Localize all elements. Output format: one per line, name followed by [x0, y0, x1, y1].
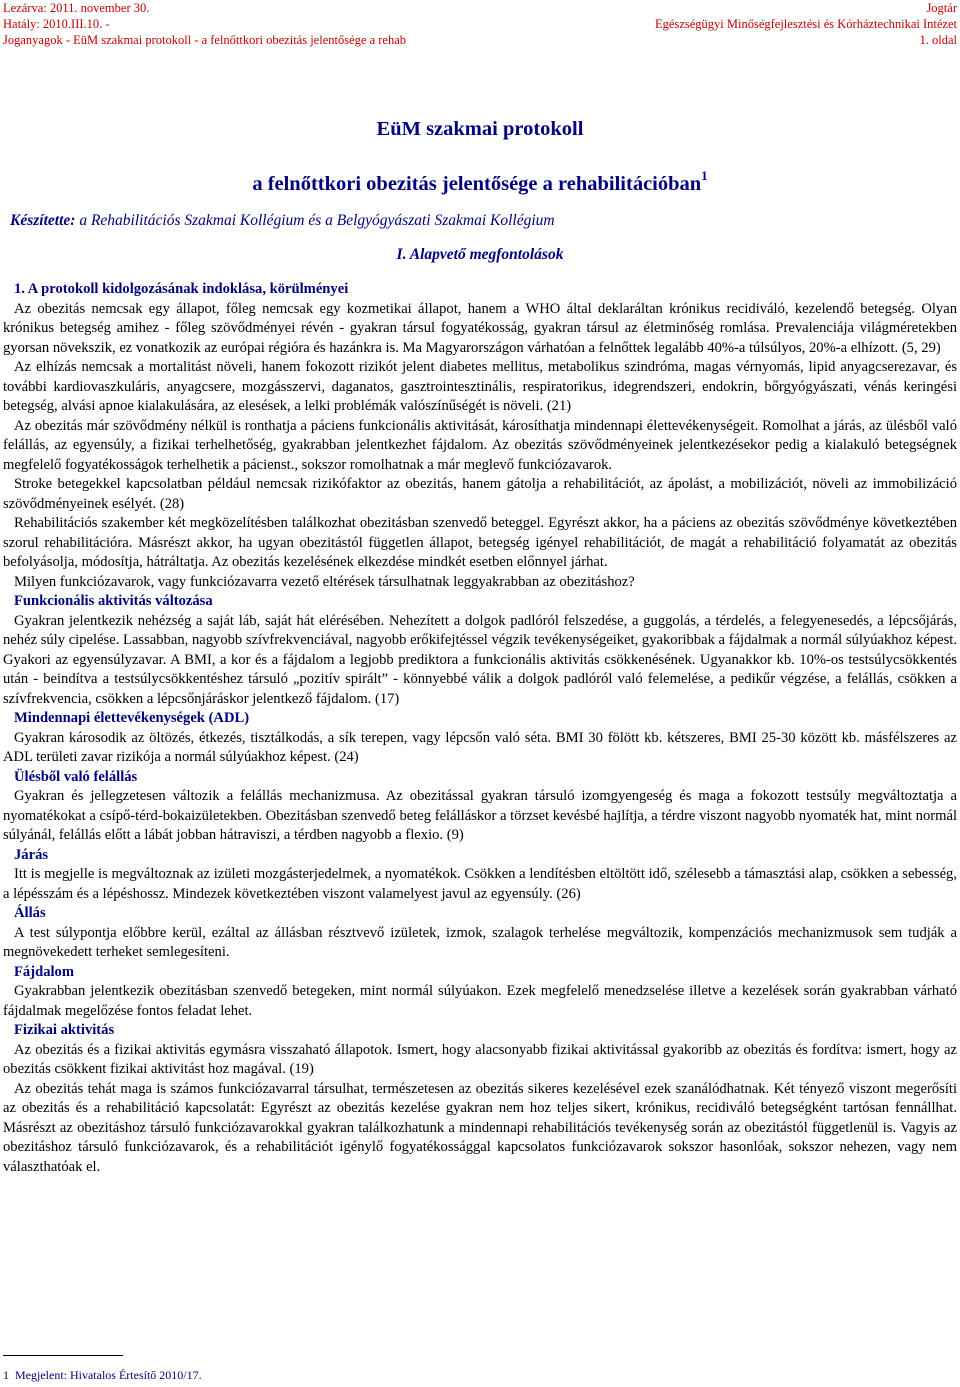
- subtitle-text: a felnőttkori obezitás jelentősége a rehabilitációban: [252, 172, 702, 195]
- authors-line: [10, 212, 555, 230]
- heading-adl: Mindennapi élettevékenységek (ADL): [14, 710, 250, 726]
- paragraph: Stroke betegekkel kapcsolatban például nemcsak rizikófaktor az obezitás, hanem gátolja a rehabilitációt, az ápolást, a mobilizációt, növeli az immobilizáció szövődményeinek esélyét. (28): [3, 476, 957, 512]
- paragraph: Itt is megjelle is megváltoznak az izületi mozgásterjedelmek, a nyomatékok. Csökken a lendítésben eltöltött idő, szélesebb a támasztási alap, csökken a sebesség, a lépésszám és a lépéshossz. Mindezek következtében viszont valamelyest javul az egyensúly. (26): [3, 866, 957, 902]
- paragraph: Az obezitás már szövődmény nélkül is ronthatja a páciens funkcionális aktivitását, károsíthatja mindennapi élettevékenységeit. Romolhat a járás, az ülésből való felállás, az egyensúly, a fizikai terhelhetőség, gyakrabban jelentkezhet fájdalom. Az obezitás szövődményeinek jelentkezésekor pedig a kialakuló betegségnek megfelelő fogyatékosságok terhelhetik a pácienst., sokszor romolhatnak a már meglevő funkciózavarok.: [3, 417, 957, 473]
- authors-label: Készítette:: [10, 212, 76, 229]
- document-path: Joganyagok - EüM szakmai protokoll - a felnőttkori obezitás jelentősége a rehab: [3, 33, 406, 47]
- effective-date: Hatály: 2010.III.10. -: [3, 17, 110, 31]
- heading-functional-activity: Funkcionális aktivitás változása: [14, 593, 213, 609]
- page-number: 1. oldal: [919, 33, 957, 47]
- heading-walking: Járás: [14, 846, 49, 863]
- footnote-text: Megjelent: Hivatalos Értesítő 2010/17.: [15, 1368, 202, 1382]
- paragraph: Az obezitás tehát maga is számos funkciózavarral társulhat, természetesen az obezitás sikeres kezelésével ezek szanálódhatnak. Két tényező viszont megerősíti az obezitás és a rehabilitáció kapcsolatát: Egyrészt az obezitás kezelése gyakran nem hoz teljes sikert, krónikus, recidiváló betegségként tartósan fennállhat. Másrészt az obezitáshoz társuló funkciózavarokkal gyakran találkozhatunk a mindennapi rehabilitációs tevékenység során az obezitástól függetlenül is. Vagyis az obezitáshoz társuló funkciózavarok, és a rehabilitációt igénylő fogyatékossággal kapcsolatos funkciózavarok sokszor hasonlóak, sokszor nehezen, vagy nem választhatóak el.: [3, 1080, 957, 1175]
- paragraph: Gyakran károsodik az öltözés, étkezés, tisztálkodás, a sík terepen, vagy lépcsőn való séta. BMI 30 fölött kb. kétszeres, BMI 25-30 között kb. másfélszeres az ADL területi zavar rizikója a normál súlyúakhoz képest. (24): [3, 729, 957, 765]
- section-title: I. Alapvető megfontolások: [396, 246, 564, 263]
- footnote-divider: [3, 1355, 123, 1356]
- footnote: [3, 1368, 202, 1383]
- institute-name: Egészségügyi Minőségfejlesztési és Kórháztechnikai Intézet: [655, 17, 957, 31]
- page-header: [3, 0, 957, 48]
- paragraph: Gyakran jelentkezik nehézség a saját láb, saját hát elérésében. Nehezített a dolgok padlóról felszedése, a guggolás, a térdelés, a felegyenesedés, a lépcsőjárás, nehéz súly cipelése. Lassabban, nagyobb szívfrekvenciával, nagyobb erőkifejtéssel végzik tevékenységeiket, gyakoribbak a fájdalmak a normál súlyúakhoz képest. Gyakori az egyensúlyzavar. A BMI, a kor és a fájdalom a legjobb prediktora a funkcionális aktivitás csökkenésének. Ugyanakkor kb. 10%-os testsúlycsökkentés után - beindítva a testsúlycsökkentéshez társuló „pozitív spirált” - könnyebbé válik a dolgok padlóról való felemelése, a pedikűr végzése, a felállás, csökken a szívfrekvencia, csökken a lépcsőnjáráskor jelentkező fájdalom. (17): [3, 612, 957, 707]
- paragraph: Gyakran és jellegzetesen változik a felállás mechanizmusa. Az obezitással gyakran társuló izomgyengeség és maga a fokozott testsúly megváltoztatja a nyomatékokat a csípő-térd-bokaizületekben. Obezitásban szenvedő beteg felálláskor a törzset kevésbé hajlítja, a térdre viszont nagyobb nyomaték hat, mint normál súlyánál, felállás előtt a lábát jobban hátraviszi, a térdben nagyobb a flexio. (9): [3, 788, 957, 843]
- paragraph: Az elhízás nemcsak a mortalitást növeli, hanem fokozott rizikót jelent diabetes mellitus, metabolikus szindróma, magas vérnyomás, lipid anyagcserezavar, és további kardiovaszkuláris, anyagcsere, mozgásszervi, daganatos, gasztrointesztinális, respiratorikus, idegrendszeri, endokrin, bőrgyógyászati, vénás keringési betegség, alvási apnoe kialakulására, az elesések, a lelki problémák valószínűségét is növeli. (21): [3, 359, 957, 414]
- publisher-name: Jogtár: [926, 1, 957, 15]
- subsection-title: 1. A protokoll kidolgozásának indoklása, körülményei: [14, 281, 349, 297]
- paragraph: Rehabilitációs szakember két megközelítésben találkozhat obezitásban szenvedő beteggel. Egyrészt akkor, ha a páciens az obezitás szövődménye következtében szorul rehabilitációra. Másrészt akkor, ha ugyan obezitástól független állapot, betegség igényel rehabilitációt, de magát a rehabilitáció folyamatát az obezitás befolyásolja, módosítja, hátráltatja. Az obezitás kezelésének elkezdése mindkét esetben előnnyel járhat.: [3, 515, 957, 570]
- paragraph: Milyen funkciózavarok, vagy funkciózavarra vezető eltérések társulhatnak leggyakrabban az obezitáshoz?: [14, 573, 635, 590]
- heading-physical-activity: Fizikai aktivitás: [14, 1022, 115, 1038]
- paragraph: Gyakrabban jelentkezik obezitásban szenvedő betegeken, mint normál súlyúakon. Ezek megfelelő menedzselése illetve a kezelések során gyakrabban várható fájdalmak megelőzése fontos feladat lehet.: [3, 983, 957, 1019]
- paragraph: Az obezitás és a fizikai aktivitás egymásra visszaható állapotok. Ismert, hogy alacsonyabb fizikai aktivitással gyakoribb az obezitás és fordítva: ismert, hogy az obezitás csökkent fizikai aktivitást hoz magával. (19): [3, 1041, 957, 1077]
- authors-text: a Rehabilitációs Szakmai Kollégium és a Belgyógyászati Szakmai Kollégium: [79, 212, 555, 229]
- heading-sit-to-stand: Ülésből való felállás: [14, 768, 138, 785]
- footnote-ref: 1: [701, 168, 708, 183]
- paragraph: A test súlypontja előbbre kerül, ezáltal az állásban résztvevő izületek, izmok, szalagok terhelése megváltozik, kompenzációs mechanizmusok sem tudják a megnövekedett terheket semlegesíteni.: [3, 924, 957, 960]
- footnote-number: 1: [3, 1368, 9, 1382]
- heading-standing: Állás: [14, 905, 46, 921]
- document-body: [3, 280, 957, 1177]
- document-title: EüM szakmai protokoll: [376, 118, 584, 140]
- document-subtitle: [0, 170, 960, 196]
- heading-pain: Fájdalom: [14, 963, 74, 980]
- closed-date: Lezárva: 2011. november 30.: [3, 1, 150, 15]
- paragraph: Az obezitás nemcsak egy állapot, főleg nemcsak egy kozmetikai állapot, hanem a WHO által deklaráltan krónikus recidiváló, kezelendő betegség. Olyan krónikus betegség amihez - főleg szövődményei révén - gyakran társul fogyatékosság, gyakran társul az életminőség romlása. Prevalenciája világméretekben gyorsan növekszik, ez vonatkozik az európai régióra és hazánkra is. Ma Magyarországon várhatóan a felnőttek legalább 40%-a túlsúlyos, 20%-a elhízott. (5, 29): [3, 300, 957, 356]
